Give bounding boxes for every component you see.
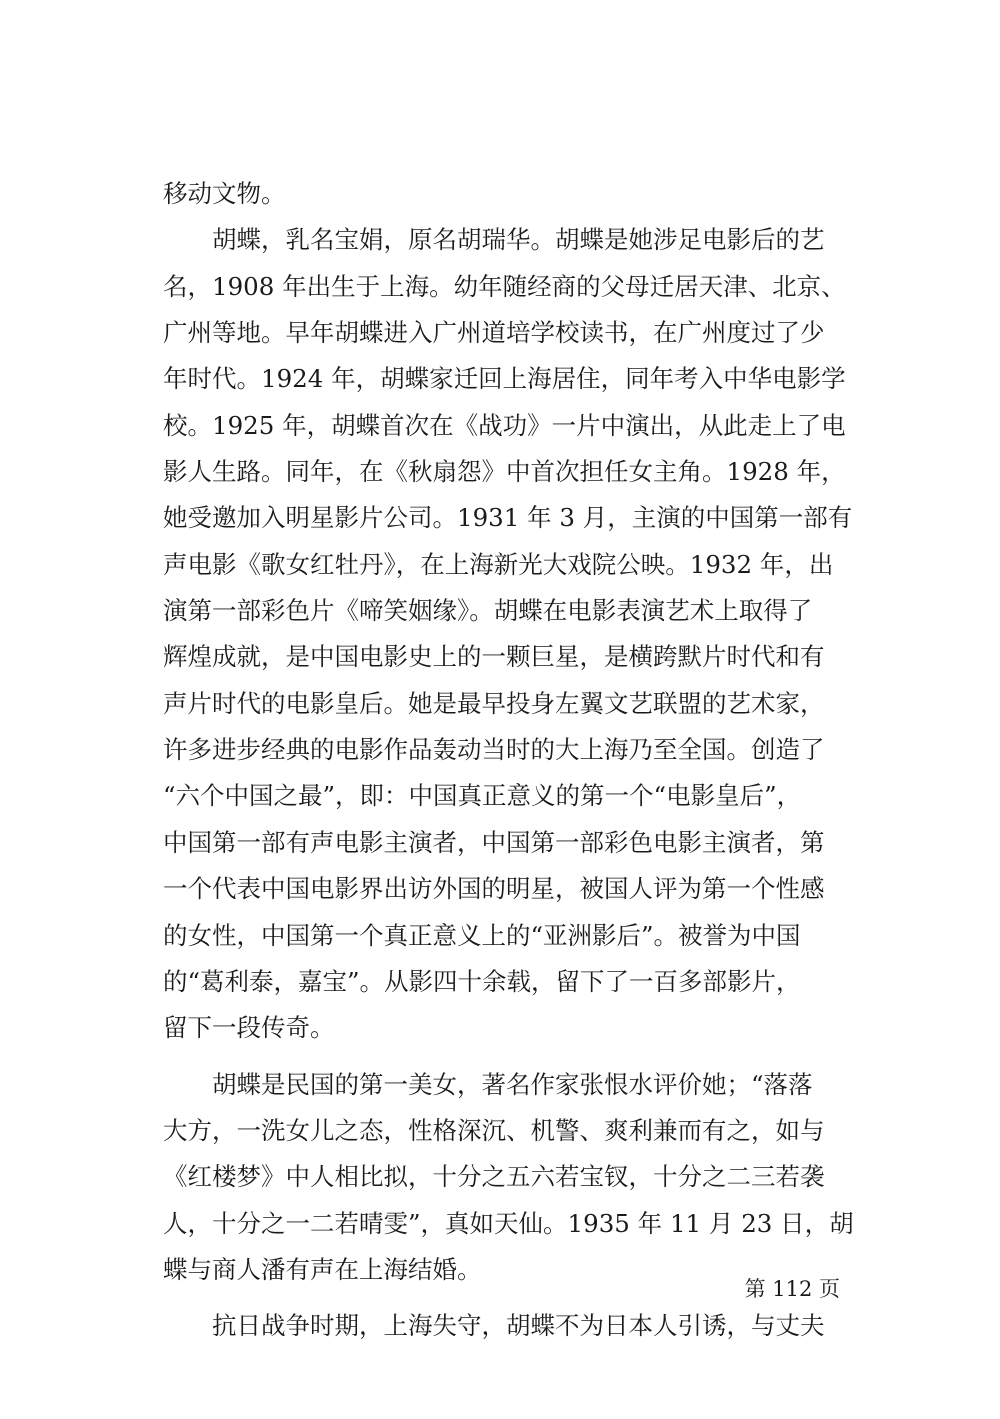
text-line: 校。1925 年，胡蝶首次在《战功》一片中演出，从此走上了电 xyxy=(163,410,846,440)
text-line: 人，十分之一二若晴雯”，真如天仙。1935 年 11 月 23 日，胡 xyxy=(163,1208,854,1238)
body-text xyxy=(163,171,854,1350)
text-line: 声片时代的电影皇后。她是最早投身左翼文艺联盟的艺术家， xyxy=(163,688,825,718)
text-line: 抗日战争时期，上海失守，胡蝶不为日本人引诱，与丈夫 xyxy=(163,1311,825,1341)
text-line: 她受邀加入明星影片公司。1931 年 3 月，主演的中国第一部有 xyxy=(163,503,853,533)
text-line: 《红楼梦》中人相比拟，十分之五六若宝钗，十分之二三若袭 xyxy=(163,1162,825,1192)
text-line: 广州等地。早年胡蝶进入广州道培学校读书，在广州度过了少 xyxy=(163,318,825,348)
text-line: 影人生路。同年，在《秋扇怨》中首次担任女主角。1928 年， xyxy=(163,457,846,487)
text-line: 蝶与商人潘有声在上海结婚。 xyxy=(163,1254,482,1284)
text-line: “六个中国之最”，即：中国真正意义的第一个“电影皇后”， xyxy=(163,781,802,811)
text-line: 的女性，中国第一个真正意义上的“亚洲影后”。被誉为中国 xyxy=(163,920,801,950)
text-line: 辉煌成就，是中国电影史上的一颗巨星，是横跨默片时代和有 xyxy=(163,642,825,672)
text-line: 移动文物。 xyxy=(163,179,286,208)
text-line: 大方，一洗女儿之态，性格深沉、机警、爽利兼而有之，如与 xyxy=(163,1115,825,1145)
paragraph-gap xyxy=(163,1052,839,1062)
text-line: 中国第一部有声电影主演者，中国第一部彩色电影主演者，第 xyxy=(163,827,825,857)
text-line: 一个代表中国电影界出访外国的明星，被国人评为第一个性感 xyxy=(163,874,825,904)
page-number: 第 112 页 xyxy=(744,1277,840,1301)
text-line: 演第一部彩色片《啼笑姻缘》。胡蝶在电影表演艺术上取得了 xyxy=(163,596,813,626)
text-line: 胡蝶是民国的第一美女，著名作家张恨水评价她；“落落 xyxy=(163,1069,813,1099)
text-line: 胡蝶，乳名宝娟，原名胡瑞华。胡蝶是她涉足电影后的艺 xyxy=(163,225,825,255)
text-line: 许多进步经典的电影作品轰动当时的大上海乃至全国。创造了 xyxy=(163,735,825,765)
text-line: 的“葛利泰，嘉宝”。从影四十余载，留下了一百多部影片， xyxy=(163,966,801,996)
text-line: 名，1908 年出生于上海。幼年随经商的父母迁居天津、北京、 xyxy=(163,271,846,301)
text-line: 年时代。1924 年，胡蝶家迁回上海居住，同年考入中华电影学 xyxy=(163,364,846,394)
text-line: 声电影《歌女红牡丹》，在上海新光大戏院公映。1932 年，出 xyxy=(163,549,834,579)
text-line: 留下一段传奇。 xyxy=(163,1013,335,1043)
